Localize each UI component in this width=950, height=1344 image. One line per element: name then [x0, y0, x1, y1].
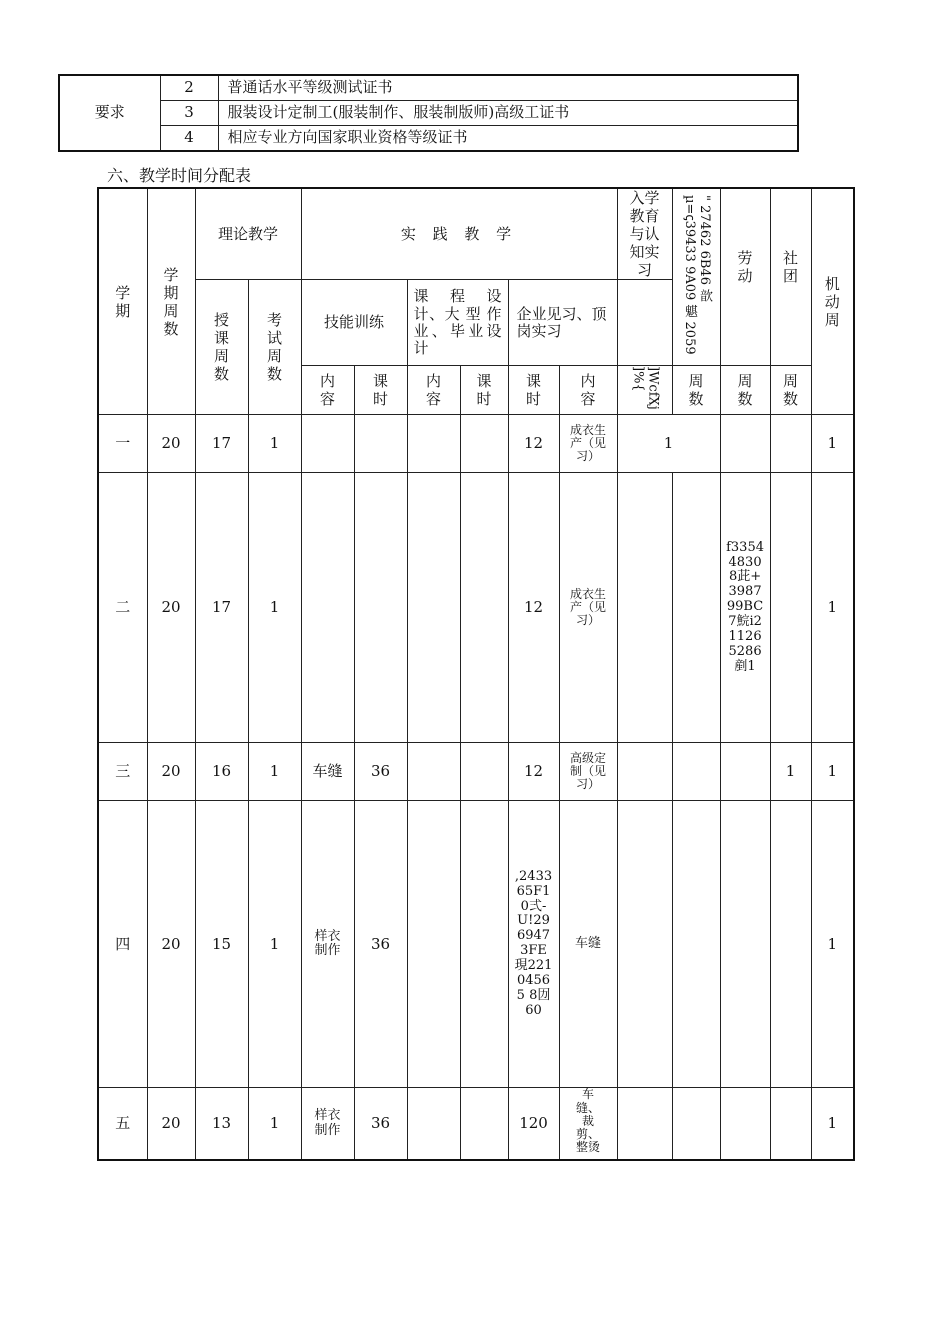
cell-garbled	[672, 473, 720, 743]
cell-design-content	[407, 415, 460, 473]
header-content: 内容	[407, 366, 460, 415]
cell-entry	[617, 743, 672, 801]
header-hours: 课时	[460, 366, 508, 415]
requirement-number: 4	[160, 126, 218, 152]
cell-exam: 1	[248, 743, 301, 801]
cell-exam: 1	[248, 473, 301, 743]
cell-flex: 1	[811, 473, 854, 743]
schedule-table	[97, 187, 855, 1161]
cell-labor: f335448308茈+398799BC7鯇i211265286剷1	[720, 473, 770, 743]
cell-skill-content	[301, 415, 354, 473]
header-labor: 劳动	[720, 188, 770, 366]
requirement-text: 相应专业方向国家职业资格等级证书	[218, 126, 798, 152]
cell-ent-content: 车缝	[559, 801, 617, 1088]
cell-ent-hours: 120	[508, 1088, 559, 1160]
requirement-text: 服装设计定制工(服装制作、服装制版师)高级工证书	[218, 101, 798, 126]
cell-ent-hours: 12	[508, 743, 559, 801]
cell-skill-hours: 36	[354, 1088, 407, 1160]
table-row	[98, 473, 854, 743]
cell-teach: 13	[195, 1088, 248, 1160]
cell-term: 四	[98, 801, 147, 1088]
cell-ent-hours: 12	[508, 473, 559, 743]
cell-skill-hours	[354, 473, 407, 743]
cell-skill-content: 样衣制作	[301, 1088, 354, 1160]
cell-skill-content	[301, 473, 354, 743]
cell-skill-hours	[354, 415, 407, 473]
requirement-number: 2	[160, 75, 218, 101]
cell-club	[770, 1088, 811, 1160]
header-content: 内容	[559, 366, 617, 415]
cell-design-hours	[460, 743, 508, 801]
cell-garbled	[672, 743, 720, 801]
cell-term: 二	[98, 473, 147, 743]
cell-labor	[720, 743, 770, 801]
cell-flex: 1	[811, 743, 854, 801]
section-title: 六、教学时间分配表	[107, 166, 252, 185]
cell-weeks: 20	[147, 473, 195, 743]
requirements-label: 要求	[59, 75, 160, 151]
table-row	[98, 743, 854, 801]
cell-entry	[617, 801, 672, 1088]
cell-design-hours	[460, 473, 508, 743]
requirement-number: 3	[160, 101, 218, 126]
header-exam-weeks: 考试周数	[248, 280, 301, 415]
header-flex: 机动周	[811, 188, 854, 415]
cell-flex: 1	[811, 1088, 854, 1160]
cell-term: 三	[98, 743, 147, 801]
cell-weeks: 20	[147, 415, 195, 473]
cell-entry	[617, 1088, 672, 1160]
cell-design-content	[407, 801, 460, 1088]
cell-skill-content: 车缝	[301, 743, 354, 801]
cell-design-hours	[460, 801, 508, 1088]
header-week-count: 周数	[720, 366, 770, 415]
cell-skill-hours: 36	[354, 801, 407, 1088]
cell-flex: 1	[811, 415, 854, 473]
cell-weeks: 20	[147, 1088, 195, 1160]
cell-garbled	[672, 801, 720, 1088]
cell-ent-content: 高级定制（见习）	[559, 743, 617, 801]
header-content: 内容	[301, 366, 354, 415]
table-row	[98, 415, 854, 473]
cell-design-content	[407, 743, 460, 801]
cell-club	[770, 473, 811, 743]
cell-entry	[617, 473, 672, 743]
header-entry-education: 入学教育与认知实习	[617, 188, 672, 280]
cell-skill-hours: 36	[354, 743, 407, 801]
cell-ent-content: 成衣生产（见习）	[559, 473, 617, 743]
cell-weeks: 20	[147, 801, 195, 1088]
cell-design-hours	[460, 415, 508, 473]
cell-ent-hours: 12	[508, 415, 559, 473]
cell-exam: 1	[248, 415, 301, 473]
header-club: 社团	[770, 188, 811, 366]
header-teach-weeks: 授课周数	[195, 280, 248, 415]
header-hours: 课时	[508, 366, 559, 415]
cell-labor	[720, 415, 770, 473]
header-hours: 课时	[354, 366, 407, 415]
cell-teach: 15	[195, 801, 248, 1088]
header-week-count: 周数	[672, 366, 720, 415]
header-course-design: 课 程 设 计、大 型 作 业、毕业设计	[407, 280, 508, 366]
header-theory: 理论教学	[195, 188, 301, 280]
cell-entry: 1	[617, 415, 720, 473]
cell-labor	[720, 801, 770, 1088]
cell-exam: 1	[248, 801, 301, 1088]
cell-teach: 16	[195, 743, 248, 801]
cell-design-content	[407, 1088, 460, 1160]
cell-ent-content: 成衣生产（见习）	[559, 415, 617, 473]
cell-weeks: 20	[147, 743, 195, 801]
cell-garbled	[672, 1088, 720, 1160]
cell-flex: 1	[811, 801, 854, 1088]
header-entry-sub: ]WcfXj ]%{	[617, 366, 672, 415]
requirements-table	[58, 74, 799, 152]
cell-club: 1	[770, 743, 811, 801]
header-weeks: 学期周数	[147, 188, 195, 415]
header-garbled: " 27462 6B46 歆 µ=ꞔ39433 9A09 魌 2059	[672, 188, 720, 366]
cell-teach: 17	[195, 473, 248, 743]
cell-club	[770, 801, 811, 1088]
cell-ent-hours: ,243365F10弍-U!2969473FE現22104565 8㘞60	[508, 801, 559, 1088]
header-skill-training: 技能训练	[301, 280, 407, 366]
cell-design-hours	[460, 1088, 508, 1160]
cell-term: 一	[98, 415, 147, 473]
cell-teach: 17	[195, 415, 248, 473]
cell-labor	[720, 1088, 770, 1160]
table-row	[98, 1088, 854, 1160]
cell-club	[770, 415, 811, 473]
header-term: 学期	[98, 188, 147, 415]
header-entry-blank	[617, 280, 672, 366]
header-week-count: 周数	[770, 366, 811, 415]
header-enterprise: 企业见习、顶岗实习	[508, 280, 617, 366]
header-practice: 实 践 教 学	[301, 188, 617, 280]
cell-design-content	[407, 473, 460, 743]
cell-term: 五	[98, 1088, 147, 1160]
requirement-text: 普通话水平等级测试证书	[218, 75, 798, 101]
cell-exam: 1	[248, 1088, 301, 1160]
cell-ent-content: 车缝、裁剪、整烫	[559, 1088, 617, 1160]
table-row	[98, 801, 854, 1088]
cell-skill-content: 样衣制作	[301, 801, 354, 1088]
